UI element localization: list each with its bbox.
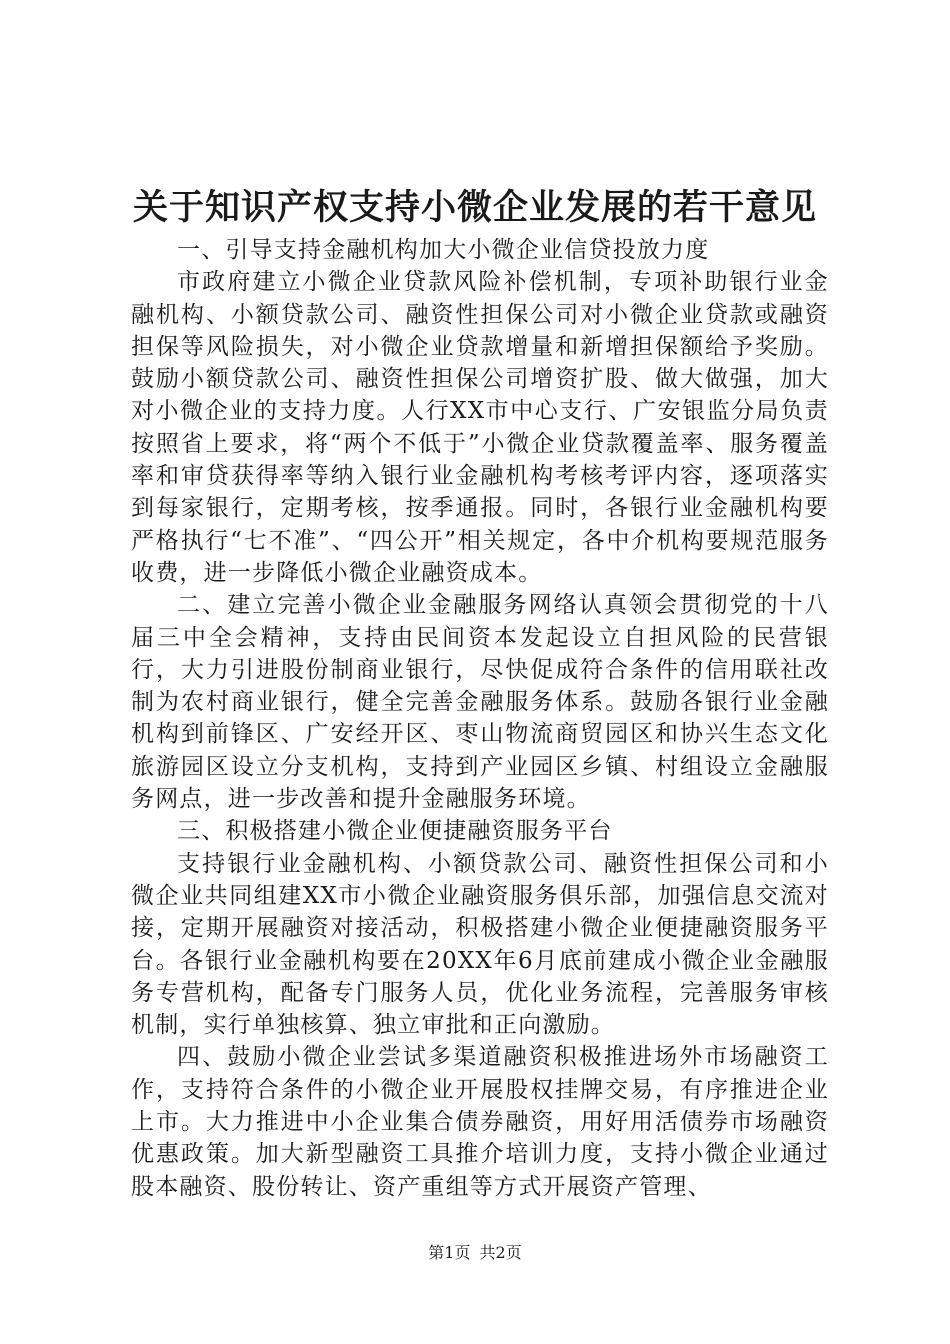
page-number-total: 共2页 <box>479 1243 522 1262</box>
page-footer <box>0 1242 950 1264</box>
page-number-current: 第1页 <box>428 1243 471 1262</box>
paragraph-heading-1: 一、引导支持金融机构加大小微企业信贷投放力度 <box>177 237 710 263</box>
paragraph-3: 支持银行业金融机构、小额贷款公司、融资性担保公司和小微企业共同组建XX市小微企业融资服务俱乐部，加强信息交流对接，定期开展融资对接活动，积极搭建小微企业便捷融资服务平台。各银行业金融机构要在20XX年6月底前建成小微企业金融服务专营机构，配备专门服务人员，优化业务流程，完善服务审核机制，实行单独核算、独立审批和正向激励。 <box>131 850 829 1039</box>
paragraph-1: 市政府建立小微企业贷款风险补偿机制，专项补助银行业金融机构、小额贷款公司、融资性担保公司对小微企业贷款或融资担保等风险损失，对小微企业贷款增量和新增担保额给予奖励。鼓励小额贷款公司、融资性担保公司增资扩股、做大做强，加大对小微企业的支持力度。人行XX市中心支行、广安银监分局负责按照省上要求，将“两个不低于”小微企业贷款覆盖率、服务覆盖率和审贷获得率等纳入银行业金融机构考核考评内容，逐项落实到每家银行，定期考核，按季通报。同时，各银行业金融机构要严格执行“七不准”、“四公开”相关规定，各中介机构要规范服务收费，进一步降低小微企业融资成本。 <box>131 269 829 586</box>
document-body <box>131 234 829 1203</box>
document-title: 关于知识产权支持小微企业发展的若干意见 <box>132 187 817 228</box>
paragraph-heading-4: 四、鼓励小微企业尝试多渠道融资积极推进场外市场融资工作，支持符合条件的小微企业开展股权挂牌交易，有序推进企业上市。大力推进中小企业集合债券融资，用好用活债券市场融资优惠政策。加大新型融资工具推介培训力度，支持小微企业通过股本融资、股份转让、资产重组等方式开展资产管理、 <box>131 1044 829 1200</box>
paragraph-heading-2: 二、建立完善小微企业金融服务网络认真领会贯彻党的十八届三中全会精神，支持由民间资本发起设立自担风险的民营银行，大力引进股份制商业银行，尽快促成符合条件的信用联社改制为农村商业银行，健全完善金融服务体系。鼓励各银行业金融机构到前锋区、广安经开区、枣山物流商贸园区和协兴生态文化旅游园区设立分支机构，支持到产业园区乡镇、村组设立金融服务网点，进一步改善和提升金融服务环境。 <box>131 592 829 813</box>
paragraph-heading-3: 三、积极搭建小微企业便捷融资服务平台 <box>177 818 613 845</box>
